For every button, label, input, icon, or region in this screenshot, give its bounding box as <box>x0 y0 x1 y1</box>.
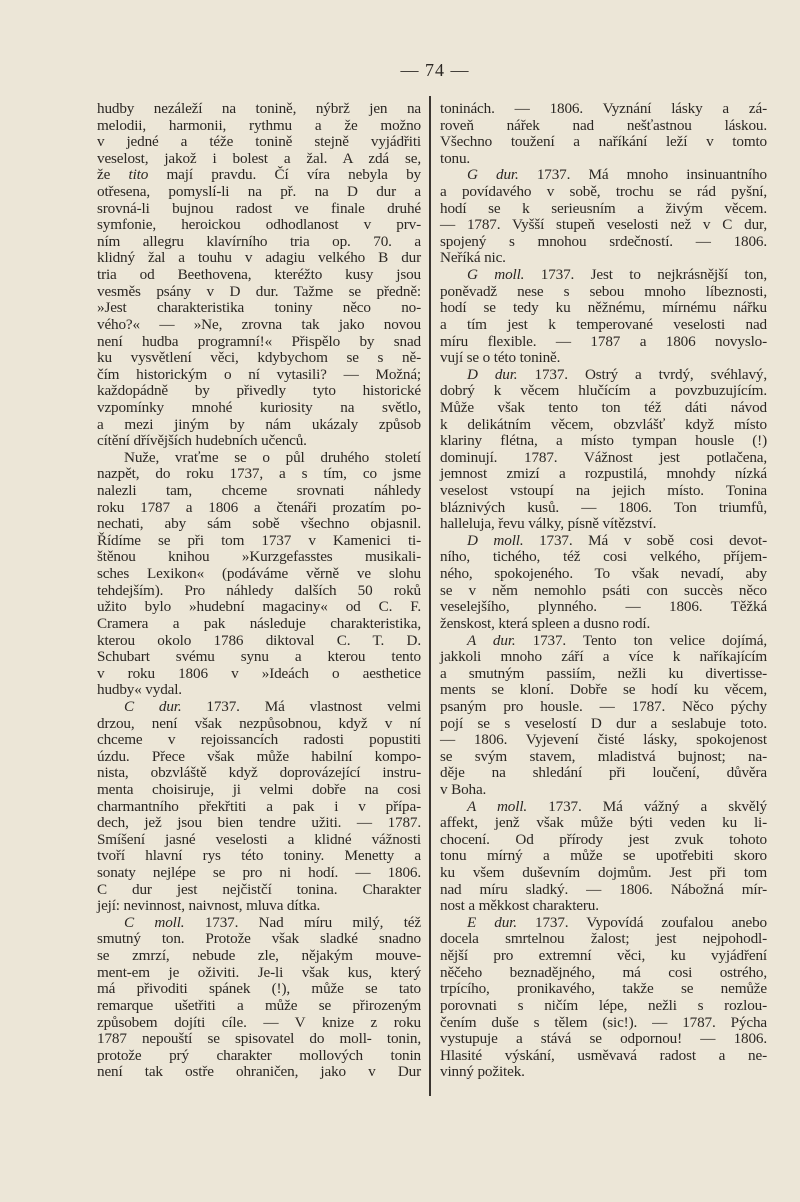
text-line: pojí se s veselostí D dur a seslabuje toto. <box>440 714 767 732</box>
text-line: roku 1787 a 1806 a čtenáři prozatím po- <box>97 498 421 516</box>
text-line: ku vysvětlení věci, kdybychom se s ně- <box>97 349 421 367</box>
text-line: a smutným passiím, nežli ku divertisse- <box>440 664 767 682</box>
text-line: Hlasité výskání, usměvavá radost a ne- <box>440 1046 767 1064</box>
text-line: ku všem duševním dojmům. Jest při tom <box>440 864 767 882</box>
text-line: vesměs psány v D dur. Tažme se předně: <box>97 282 421 300</box>
text-line: 1787 nepouští se spisovatel do moll- tonin, <box>97 1030 421 1048</box>
text-line: Cramera a pak následuje charakteristika, <box>97 614 421 632</box>
text-line: čím historickým o ní vytasili? — Možná; <box>97 365 421 383</box>
text-line: remarque ušetřiti a může se přirozeným <box>97 996 421 1014</box>
text-line: jemnost zmizí a rozpustilá, mnohdy nízká <box>440 465 767 483</box>
text-line: užito bylo »hudební magaciny« od C. F. <box>97 598 421 616</box>
text-line: způsobem dojíti cíle. — V knize z roku <box>97 1013 421 1031</box>
text-line: tria od Beethovena, kteréžto kusy jsou <box>97 266 421 284</box>
column-divider <box>429 96 431 1096</box>
text-line: ment-em je oživiti. Je-li však kus, který <box>97 963 421 981</box>
text-line: A moll. 1737. Má vážný a skvělý <box>467 797 767 815</box>
text-line: se zmrzí, nebude zle, nějakým mouve- <box>97 947 421 965</box>
text-line: protože prý charakter mollových tonin <box>97 1046 421 1064</box>
key-heading: D moll. <box>467 531 524 549</box>
text-line: veselost, jakož i bolest a žal. A zdá se, <box>97 149 421 167</box>
key-section-d-moll <box>440 533 767 633</box>
text-line: nější pro extremní věci, ku vyjádření <box>440 947 767 965</box>
text-line: veselejšího, plynného. — 1806. Těžká <box>440 598 767 616</box>
text-line: nista, obzvláště když doprovázející instru- <box>97 764 421 782</box>
text-line <box>97 167 421 184</box>
text-line: má přivoditi spánek (!), může se tato <box>97 980 421 998</box>
key-heading: A dur. <box>467 631 516 649</box>
paragraph <box>97 101 421 450</box>
text-line: něčeho beznadějného, má cosi ostrého, <box>440 963 767 981</box>
text-line: halleluja, řevu války, písně vítězství. <box>440 515 657 533</box>
text-line: její: nevinnost, naivnost, mluva dítka. <box>97 897 321 915</box>
key-section-c-dur <box>97 699 421 915</box>
text-line: E dur. 1737. Vypovídá zoufalou anebo <box>467 913 767 931</box>
text-line: není tak ostře ohraničen, jako v Dur <box>97 1063 421 1081</box>
key-heading: G dur. <box>467 166 519 184</box>
text-line: Může však tento ton též dáti návod <box>440 398 767 416</box>
text-line: Neříká nic. <box>440 249 506 267</box>
right-column <box>440 101 767 1081</box>
text-line: nost a měkkost charakteru. <box>440 897 599 915</box>
text-line: charmantního překřtiti a pak i v přípa- <box>97 797 421 815</box>
text-line: menta choisiruje, ji velmi dobře na cosi <box>97 780 421 798</box>
text-line: a mezi jiným by nám ukázaly způsob <box>97 415 421 433</box>
text-line: drzou, není však nezpůsobnou, když v ní <box>97 714 421 732</box>
text-line: spojený s mnohou srdečností. — 1806. <box>440 232 767 250</box>
key-section-e-dur <box>440 915 767 1081</box>
text-line: vují se o této tonině. <box>440 349 561 367</box>
text-line: docela smrtelnou žalost; jest nejpohodl- <box>440 930 767 948</box>
text-line: Schubart svému synu a kterou tento <box>97 648 421 666</box>
text-line: sonaty nejlépe se pro ni hodí. — 1806. <box>97 864 421 882</box>
key-section-d-dur <box>440 367 767 533</box>
text-line: ného, spokojeného. To však nevadí, aby <box>440 565 767 583</box>
text-line: čením duše s tělem (sic!). — 1787. Pýcha <box>440 1013 767 1031</box>
text-line: Smíšení jasné veselosti a klidné vážnosti <box>97 830 421 848</box>
text-line: bláznivých kusů. — 1806. Ton triumfů, <box>440 498 767 516</box>
text-line: k delikátním věcem, obzvlášť když místo <box>440 415 767 433</box>
text-line: melodii, harmonii, rythmu a že možno <box>97 116 421 134</box>
text-line: C moll. 1737. Nad míru milý, též <box>124 913 421 931</box>
text-line: se svým stavem, mladistvá bujnost; na- <box>440 747 767 765</box>
text-line: vystupuje a stává se odpornou! — 1806. <box>440 1030 767 1048</box>
text-line: míru flexible. — 1787 a 1806 novyslo- <box>440 332 767 350</box>
text-line: D dur. 1737. Ostrý a tvrdý, svéhlavý, <box>467 365 768 383</box>
text-line: nechati, aby sám sobě všechno objasnil. <box>97 515 421 533</box>
text-line: vého?« — »Ne, zrovna tak jako novou <box>97 315 421 333</box>
text-line: nalezli tam, chceme srovnati náhledy <box>97 482 421 500</box>
text-line: D moll. 1737. Má v sobě cosi devot- <box>467 531 767 549</box>
text-line: G dur. 1737. Má mnoho insinuantního <box>467 166 767 184</box>
text-line: klidný žal a touhu v adagiu velkého B dur <box>97 249 421 267</box>
text-line: smutný ton. Protože však sladké snadno <box>97 930 421 948</box>
key-heading: A moll. <box>467 797 528 815</box>
key-section-g-dur <box>440 167 767 267</box>
text-line: Nuže, vraťme se o půl druhého století <box>124 448 421 466</box>
text-line: klariny flétna, a místo tympan housle (!) <box>440 432 767 450</box>
text-line: tehdejším). Pro náhledy dalších 50 roků <box>97 581 421 599</box>
text-line: toninách. — 1806. Vyznání lásky a zá- <box>440 100 767 117</box>
text-line: vzpomínky mnohé kuriosity na světlo, <box>97 398 421 416</box>
text-line: není hudba programní!« Přispělo by snad <box>97 332 421 350</box>
text-line: nad míru sladký. — 1806. Nábožná mír- <box>440 880 767 898</box>
left-column <box>97 101 421 1081</box>
key-section-a-dur <box>440 633 767 799</box>
text-line: porovnati s ničím lépe, nežli s rozlou- <box>440 996 767 1014</box>
text-line: hudby« vydal. <box>97 681 182 699</box>
text-line: »Jest charakteristika toniny něco no- <box>97 299 421 317</box>
text-line: hudby nezáleží na tonině, nýbrž jen na <box>97 100 421 117</box>
italic-text: tito <box>128 166 149 184</box>
text-line: — 1806. Vyjevení čisté lásky, spokojenost <box>440 731 767 749</box>
text-line: kterou okolo 1786 diktoval C. T. D. <box>97 631 421 649</box>
text-line: štěnou knihou »Kurzgefasstes musikali- <box>97 548 421 566</box>
text-segment: mají pravdu. Čí víra nebyla by <box>148 166 421 184</box>
text-line: děje na shledání při loučení, důvěra <box>440 764 767 782</box>
text-line: v Boha. <box>440 780 487 798</box>
text-line: otřesena, pomyslí-li na př. na D dur a <box>97 183 421 201</box>
text-line: ního, tichého, též cosi velkého, příjem- <box>440 548 767 566</box>
key-heading: E dur. <box>467 913 517 931</box>
text-line: sches Lexikon« (podáváme věrně ve slohu <box>97 565 421 583</box>
paragraph <box>440 101 767 167</box>
text-line: tvoří hlavní rys této toniny. Menetty a <box>97 847 421 865</box>
key-heading: G moll. <box>467 266 525 284</box>
text-line: se v něm nemohlo psáti con succès něco <box>440 581 767 599</box>
text-line: tonu. <box>440 149 471 167</box>
text-line: chocení. Od přírody jest zvuk tohoto <box>440 830 767 848</box>
text-line: chceme v rejoissancích radosti popustiti <box>97 731 421 749</box>
key-heading: C moll. <box>124 913 185 931</box>
text-line: ním allegru klavírního tria op. 70. a <box>97 232 421 250</box>
text-line: dominují. 1787. Vážnost jest potlačena, <box>440 448 767 466</box>
text-line: ženskost, která spleen a dusno rodí. <box>440 614 651 632</box>
text-line: dech, jež jsou bien tendre užiti. — 1787. <box>97 814 421 832</box>
text-line: srovná-li bujnou radost ve finale druhé <box>97 199 421 217</box>
text-line: G moll. 1737. Jest to nejkrásnější ton, <box>467 266 767 284</box>
text-line: trpícího, pronikavého, takže se nemůže <box>440 980 767 998</box>
text-line: Řídíme se při tom 1737 v Kamenici ti- <box>97 531 421 549</box>
text-line: — 1787. Vyšší stupeň veselosti než v C dur, <box>440 216 767 234</box>
text-line: úzdu. Přece však může habilní kompo- <box>97 747 421 765</box>
text-line: hodí se tedy ku něžnému, mírnému nářku <box>440 299 767 317</box>
text-line: cítění dřívějších hudebních učenců. <box>97 432 307 450</box>
text-line: poněvadž nese s sebou mnoho líbeznosti, <box>440 282 767 300</box>
text-line: vinný požitek. <box>440 1063 525 1081</box>
text-line: affekt, jenž však může býti veden ku li- <box>440 814 767 832</box>
text-line: C dur jest nejčistčí tonina. Charakter <box>97 880 421 898</box>
text-line: Všechno toužení a naříkání leží v tomto <box>440 133 767 151</box>
text-line: a povídavého v sobě, trochu se rád pyšní, <box>440 183 767 201</box>
key-section-c-moll <box>97 915 421 1081</box>
text-line: tonu mírný a může se upotřebiti skoro <box>440 847 767 865</box>
page-number: — 74 — <box>400 60 470 80</box>
key-heading: C dur. <box>124 697 182 715</box>
text-line: a tím jest k temperované veselosti nad <box>440 315 767 333</box>
text-line: dobrý k věcem hlučícím a povzbuzujícím. <box>440 382 767 400</box>
key-heading: D dur. <box>467 365 518 383</box>
text-line: ments se kloní. Dobře se hodí ku věcem, <box>440 681 767 699</box>
text-line: roveň nářek nad nešťastnou láskou. <box>440 116 767 134</box>
text-line: v jedné a téže tonině stejně vyjádřiti <box>97 133 421 151</box>
text-line: každopádně by přivedly tyto historické <box>97 382 421 400</box>
text-line: veselost vstoupí na jejich místo. Tonina <box>440 482 767 500</box>
text-line: nazpět, do roku 1737, a s tím, co jsme <box>97 465 421 483</box>
text-line: symfonie, heroickou odhodlanost v prv- <box>97 216 421 234</box>
text-line: jakkoli mnoho září a více k naříkajícím <box>440 648 767 666</box>
text-segment: že <box>97 166 129 184</box>
text-line: psaným pro housle. — 1787. Něco pýchy <box>440 697 767 715</box>
key-section-g-moll <box>440 267 767 367</box>
key-section-a-moll <box>440 799 767 915</box>
text-line: C dur. 1737. Má vlastnost velmi <box>124 697 421 715</box>
text-line: A dur. 1737. Tento ton velice dojímá, <box>467 631 767 649</box>
paragraph <box>97 450 421 699</box>
text-line: hodí se k serieusním a živým věcem. <box>440 199 767 217</box>
text-line: v roku 1806 v »Ideách o aesthetice <box>97 664 421 682</box>
